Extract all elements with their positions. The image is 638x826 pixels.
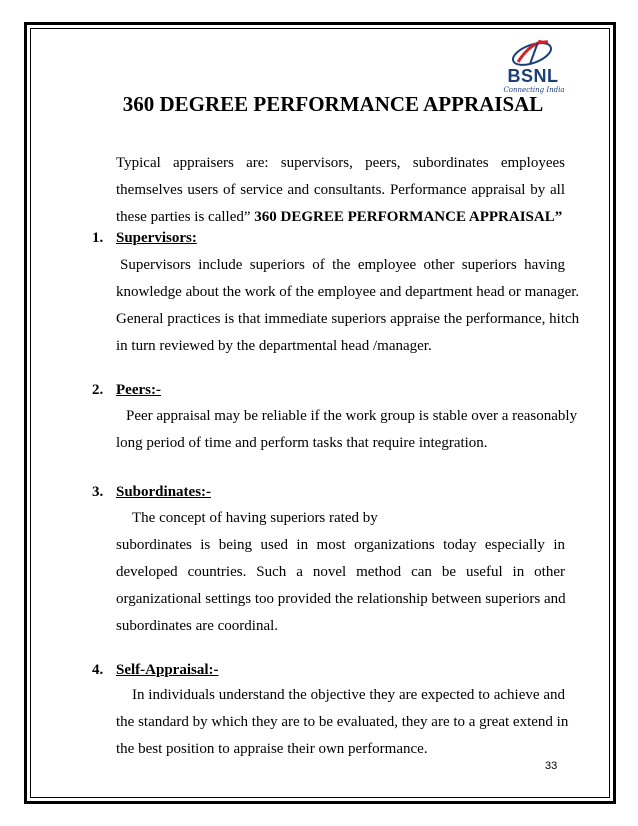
body-line: subordinates are coordinal. (116, 618, 279, 634)
logo-brand-text: BSNL (507, 66, 559, 86)
intro-line-3-bold: 360 DEGREE PERFORMANCE APPRAISAL” (250, 209, 563, 225)
body-line: Peer appraisal may be reliable if the work group is stable over a reasonably (126, 408, 578, 424)
section-heading-4 (92, 662, 219, 679)
body-line: The concept of having superiors rated by (132, 510, 378, 526)
body-line: knowledge about the work of the employee and department head or manager. (116, 284, 580, 300)
section-number: 3. (92, 484, 104, 500)
bsnl-swirl-icon (508, 36, 556, 68)
section-number: 2. (92, 382, 104, 398)
body-line: the best position to appraise their own performance. (116, 741, 428, 757)
logo-tagline: Connecting India (503, 86, 565, 94)
section-label: Self-Appraisal:- (116, 662, 219, 678)
section-heading-2 (92, 382, 161, 399)
section-4-body (116, 682, 569, 763)
body-line: subordinates is being used in most organizations today especially in (116, 537, 565, 553)
intro-line-3-text: these parties is called” (116, 209, 251, 225)
intro-line-2: themselves users of service and consultants. Performance appraisal by all (116, 182, 565, 198)
body-line: Supervisors include superiors of the employee other superiors having (120, 257, 565, 273)
section-number: 1. (92, 230, 104, 246)
section-2-body (116, 403, 578, 457)
body-line: In individuals understand the objective they are expected to achieve and (132, 687, 565, 703)
section-label: Subordinates:- (116, 484, 212, 500)
body-line: long period of time and perform tasks that require integration. (116, 435, 488, 451)
section-heading-1 (92, 230, 197, 247)
section-3-body (116, 505, 565, 640)
body-line: the standard by which they are to be evaluated, they are to a great extend in (116, 714, 569, 730)
body-line: General practices is that immediate superiors appraise the performance, hitch (116, 311, 580, 327)
body-line: in turn reviewed by the departmental head /manager. (116, 338, 432, 354)
page-title: 360 DEGREE PERFORMANCE APPRAISAL (122, 92, 544, 116)
body-line: developed countries. Such a novel method can be useful in other (116, 564, 565, 580)
section-1-body (116, 252, 580, 360)
intro-line-1: Typical appraisers are: supervisors, peers, subordinates employees (116, 155, 565, 171)
section-heading-3 (92, 484, 211, 501)
section-label: Peers:- (116, 382, 161, 398)
section-number: 4. (92, 662, 104, 678)
intro-paragraph (116, 150, 565, 231)
bsnl-logo (492, 36, 572, 98)
intro-line-3 (116, 204, 565, 231)
section-label: Supervisors: (116, 230, 197, 246)
page-number: 33 (545, 760, 558, 772)
body-line: organizational settings too provided the relationship between superiors and (116, 591, 566, 607)
